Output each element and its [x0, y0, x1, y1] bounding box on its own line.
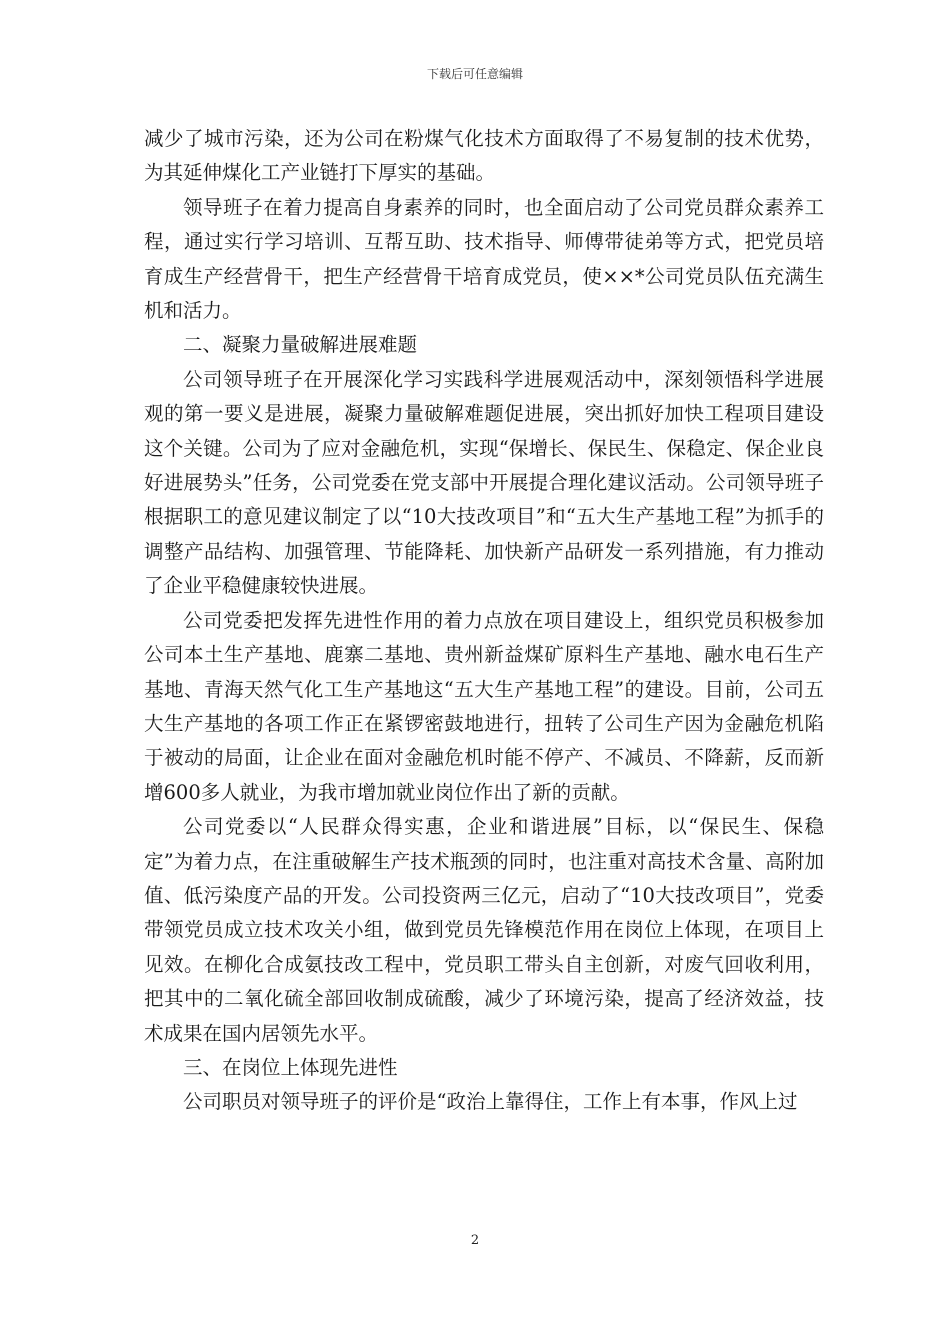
paragraph-1: 减少了城市污染，还为公司在粉煤气化技术方面取得了不易复制的技术优势，为其延伸煤化工产业链打下厚实的基础。 [144, 127, 824, 185]
paragraph-3: 公司领导班子在开展深化学习实践科学进展观活动中，深刻领悟科学进展观的第一要义是进展，凝聚力量破解难题促进展，突出抓好加快工程项目建设这个关键。公司为了应对金融危机，实现“保增长、保民生、保稳定、保企业良好进展势头”任务，公司党委在党支部中开展提合理化建议活动。公司领导班子根据职工的意见建议制定了以“10大技改项目”和“五大生产基地工程”为抓手的调整产品结构、加强管理、节能降耗、加快新产品研发一系列措施，有力推动了企业平稳健康较快进展。 [144, 367, 824, 598]
paragraph-4: 公司党委把发挥先进性作用的着力点放在项目建设上，组织党员积极参加公司本土生产基地、鹿寨二基地、贵州新益煤矿原料生产基地、融水电石生产基地、青海天然气化工生产基地这“五大生产基地工程”的建设。目前，公司五大生产基地的各项工作正在紧锣密鼓地进行，扭转了公司生产因为金融危机陷于被动的局面，让企业在面对金融危机时能不停产、不减员、不降薪，反而新增600多人就业，为我市增加就业岗位作出了新的贡献。 [144, 608, 824, 804]
paragraph-6: 公司职员对领导班子的评价是“政治上靠得住，工作上有本事，作风上过 [183, 1090, 798, 1114]
document-body [144, 122, 824, 1120]
page-number: 2 [470, 1233, 480, 1248]
section-heading-3: 三、在岗位上体现先进性 [183, 1055, 398, 1079]
page-header: 下载后可任意编辑 [426, 67, 523, 81]
paragraph-2: 领导班子在着力提高自身素养的同时，也全面启动了公司党员群众素养工程，通过实行学习培训、互帮互助、技术指导、师傅带徒弟等方式，把党员培育成生产经营骨干，把生产经营骨干培育成党员，使××*公司党员队伍充满生机和活力。 [144, 195, 824, 323]
section-heading-2: 二、凝聚力量破解进展难题 [183, 333, 418, 357]
paragraph-5: 公司党委以“人民群众得实惠，企业和谐进展”目标，以“保民生、保稳定”为着力点，在注重破解生产技术瓶颈的同时，也注重对高技术含量、高附加值、低污染度产品的开发。公司投资两三亿元，启动了“10大技改项目”，党委带领党员成立技术攻关小组，做到党员先锋模范作用在岗位上体现，在项目上见效。在柳化合成氨技改工程中，党员职工带头自主创新，对废气回收利用，把其中的二氧化硫全部回收制成硫酸，减少了环境污染，提高了经济效益，技术成果在国内居领先水平。 [144, 815, 824, 1045]
